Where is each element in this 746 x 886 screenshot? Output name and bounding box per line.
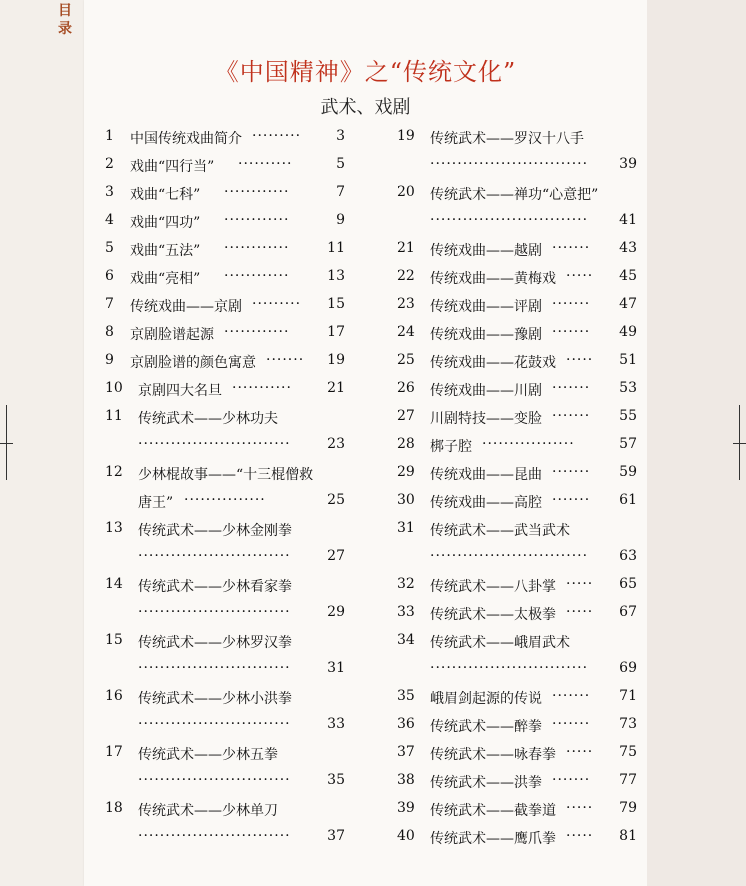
crop-mark-left-h: [0, 443, 13, 444]
toc-entry-number: 22: [397, 268, 415, 284]
toc-leader-dots: ····························: [138, 604, 291, 620]
toc-entry[interactable]: [84, 738, 647, 766]
toc-entry-page: 73: [619, 716, 637, 732]
toc-entry-number: 37: [397, 744, 415, 760]
toc-side-tab[interactable]: [54, 0, 84, 40]
toc-entry-page: 15: [327, 296, 345, 312]
toc-entry-number: 28: [397, 436, 415, 452]
toc-entry-number: 31: [397, 520, 415, 536]
toc-entry-title: 川剧特技——变脸: [430, 411, 542, 427]
toc-entry-title: 传统戏曲——花鼓戏: [430, 355, 556, 371]
toc-entry-page: 59: [619, 464, 637, 480]
toc-leader-dots: ····························: [138, 548, 291, 564]
toc-entry-title: 传统武术——截拳道: [430, 803, 556, 819]
toc-leader-dots: ·················: [482, 436, 575, 452]
toc-entry-title: 戏曲“五法”: [130, 243, 201, 259]
toc-leader-dots: ·····························: [430, 548, 589, 564]
toc-entry-number: 4: [105, 212, 114, 228]
toc-entry-title: 传统戏曲——越剧: [430, 243, 542, 259]
toc-entry-title: 传统武术——洪拳: [430, 775, 542, 791]
toc-entry-page: 65: [619, 576, 637, 592]
toc-entry-title: 传统戏曲——京剧: [130, 299, 242, 315]
toc-leader-dots: ·····························: [430, 156, 589, 172]
toc-entry-number: 40: [397, 828, 415, 844]
toc-entry-page: 9: [336, 212, 345, 228]
toc-entry-page: 27: [327, 548, 345, 564]
toc-leader-dots: ·······: [552, 296, 591, 312]
toc-leader-dots: ·····: [566, 828, 594, 844]
toc-entry-title: 京剧四大名旦: [138, 383, 222, 399]
toc-leader-dots: ·········: [252, 128, 302, 144]
toc-entry-title: 传统戏曲——昆曲: [430, 467, 542, 483]
toc-entry-number: 27: [397, 408, 415, 424]
toc-entry[interactable]: [84, 290, 647, 318]
toc-entry[interactable]: [84, 402, 647, 430]
toc-entry-number: 34: [397, 632, 415, 648]
toc-entry-title: 传统戏曲——高腔: [430, 495, 542, 511]
toc-entry-title: 传统武术——少林功夫: [138, 411, 278, 427]
toc-entry-number: 3: [105, 184, 114, 200]
toc-entry-page: 61: [619, 492, 637, 508]
toc-entry-title: 传统武术——鹰爪拳: [430, 831, 556, 847]
toc-entry-title: 传统戏曲——黄梅戏: [430, 271, 556, 287]
toc-entry-page: 37: [327, 828, 345, 844]
toc-leader-dots: ····························: [138, 660, 291, 676]
toc-entry-number: 5: [105, 240, 114, 256]
toc-leader-dots: ·····: [566, 800, 594, 816]
toc-entry-title: 传统戏曲——川剧: [430, 383, 542, 399]
toc-leader-dots: ···········: [232, 380, 292, 396]
toc-entry-number: 12: [105, 464, 123, 480]
toc-entry-title: 京剧脸谱起源: [130, 327, 214, 343]
toc-leader-dots: ············: [224, 324, 290, 340]
toc-leader-dots: ··········: [238, 156, 293, 172]
toc-entry-page: 31: [327, 660, 345, 676]
toc-entry-page: 11: [327, 240, 345, 256]
toc-entry-page: 79: [619, 800, 637, 816]
toc-entry-page: 47: [619, 296, 637, 312]
toc-entry-title: 戏曲“七科”: [130, 187, 201, 203]
toc-entry-title: 戏曲“四行当”: [130, 159, 215, 175]
toc-leader-dots: ·······: [552, 492, 591, 508]
toc-entry-page: 21: [327, 380, 345, 396]
toc-entry-number: 16: [105, 688, 123, 704]
toc-leader-dots: ············: [224, 240, 290, 256]
toc-entry-title: 传统戏曲——评剧: [430, 299, 542, 315]
toc-entry[interactable]: [84, 766, 647, 794]
toc-entry-number: 6: [105, 268, 114, 284]
toc-entry-number: 38: [397, 772, 415, 788]
toc-entry-page: 45: [619, 268, 637, 284]
toc-leader-dots: ·····: [566, 576, 594, 592]
toc-entry-page: 7: [336, 184, 345, 200]
toc-entry-title: 传统武术——醉拳: [430, 719, 542, 735]
toc-entry-number: 30: [397, 492, 415, 508]
toc-entry-page: 43: [619, 240, 637, 256]
toc-leader-dots: ············: [224, 184, 290, 200]
toc-entry-title: 中国传统戏曲简介: [130, 131, 242, 147]
toc-entry[interactable]: [84, 234, 647, 262]
toc-entry-number: 21: [397, 240, 415, 256]
toc-leader-dots: ············: [224, 212, 290, 228]
toc-entry-title: 传统武术——少林五拳: [138, 747, 278, 763]
toc-entry-title: 传统武术——八卦掌: [430, 579, 556, 595]
toc-entry-number: 29: [397, 464, 415, 480]
toc-entry-page: 23: [327, 436, 345, 452]
toc-entry-number: 14: [105, 576, 123, 592]
toc-entry-title: 传统戏曲——豫剧: [430, 327, 542, 343]
toc-entry-page: 57: [619, 436, 637, 452]
side-tab-char-2: 录: [58, 21, 72, 37]
toc-entry-title: 传统武术——咏春拳: [430, 747, 556, 763]
toc-entry-number: 2: [105, 156, 114, 172]
toc-entry-page: 35: [327, 772, 345, 788]
toc-entry[interactable]: [84, 626, 647, 682]
toc-leader-dots: ·······: [552, 380, 591, 396]
toc-entry-number: 23: [397, 296, 415, 312]
page-subtitle: 武术、戏剧: [320, 97, 411, 118]
toc-entry-number: 13: [105, 520, 123, 536]
toc-entry-page: 3: [336, 128, 345, 144]
toc-entry-title: 传统武术——少林看家拳: [138, 579, 292, 595]
toc-leader-dots: ·······: [552, 688, 591, 704]
toc-entry-number: 7: [105, 296, 114, 312]
toc-entry-number: 26: [397, 380, 415, 396]
toc-entry[interactable]: [84, 346, 647, 374]
toc-entry[interactable]: [84, 598, 647, 626]
toc-leader-dots: ·······: [552, 716, 591, 732]
toc-entry-page: 29: [327, 604, 345, 620]
toc-entry-page: 33: [327, 716, 345, 732]
toc-leader-dots: ·····························: [430, 212, 589, 228]
toc-leader-dots: ·······: [266, 352, 305, 368]
toc-entry-title: 传统武术——少林金刚拳: [138, 523, 292, 539]
toc-entry-page: 51: [619, 352, 637, 368]
toc-entry-number: 36: [397, 716, 415, 732]
toc-leader-dots: ·······: [552, 240, 591, 256]
toc-entry-title: 传统武术——罗汉十八手: [430, 131, 584, 147]
toc-entry[interactable]: [84, 458, 647, 486]
toc-entry-title: 少林棍故事——“十三棍僧救: [138, 467, 314, 483]
toc-entry[interactable]: [84, 822, 647, 850]
toc-entry[interactable]: [84, 122, 647, 178]
toc-leader-dots: ····························: [138, 828, 291, 844]
toc-entry-page: 25: [327, 492, 345, 508]
toc-entry-number: 17: [105, 744, 123, 760]
toc-leader-dots: ·····························: [430, 660, 589, 676]
toc-entry[interactable]: [84, 710, 647, 738]
toc-entry-title: 传统武术——少林罗汉拳: [138, 635, 292, 651]
toc-entry-title: 传统武术——武当武术: [430, 523, 570, 539]
toc-entry-title-cont: 唐王”: [138, 495, 174, 511]
toc-entry[interactable]: [84, 682, 647, 710]
toc-entry-page: 63: [619, 548, 637, 564]
toc-entry-page: 41: [619, 212, 637, 228]
toc-entry-number: 8: [105, 324, 114, 340]
toc-entry-page: 39: [619, 156, 637, 172]
toc-leader-dots: ·······: [552, 408, 591, 424]
toc-entry-number: 10: [105, 380, 123, 396]
toc-entry-number: 32: [397, 576, 415, 592]
toc-entry-number: 19: [397, 128, 415, 144]
toc-leader-dots: ····························: [138, 716, 291, 732]
toc-entry-page: 53: [619, 380, 637, 396]
toc-entry-page: 75: [619, 744, 637, 760]
toc-entry-page: 55: [619, 408, 637, 424]
toc-entry-number: 11: [105, 408, 123, 424]
toc-entry-page: 49: [619, 324, 637, 340]
toc-leader-dots: ·····: [566, 352, 594, 368]
right-margin: [647, 0, 746, 886]
page-title: 《中国精神》之“传统文化”: [214, 58, 517, 86]
toc-entry-page: 81: [619, 828, 637, 844]
toc-entry-page: 19: [327, 352, 345, 368]
toc-entry-number: 39: [397, 800, 415, 816]
toc-entry[interactable]: [84, 178, 647, 234]
toc-entry[interactable]: [84, 318, 647, 346]
toc-entry[interactable]: [84, 430, 647, 458]
toc-entry-number: 1: [105, 128, 114, 144]
toc-entry-page: 71: [619, 688, 637, 704]
toc-entry-title: 京剧脸谱的颜色寓意: [130, 355, 256, 371]
toc-entry[interactable]: [84, 514, 647, 570]
toc-leader-dots: ·····: [566, 604, 594, 620]
toc-entry[interactable]: [84, 374, 647, 402]
toc-leader-dots: ·······: [552, 464, 591, 480]
toc-entry-title: 传统武术——少林单刀: [138, 803, 278, 819]
toc-leader-dots: ·······: [552, 772, 591, 788]
toc-leader-dots: ·········: [252, 296, 302, 312]
toc-entry-title: 传统武术——峨眉武术: [430, 635, 570, 651]
toc-leader-dots: ············: [224, 268, 290, 284]
toc-entry[interactable]: [84, 794, 647, 822]
side-tab-char-1: 目: [58, 3, 72, 19]
toc-entry-number: 25: [397, 352, 415, 368]
toc-entry-page: 77: [619, 772, 637, 788]
toc-entry-number: 9: [105, 352, 114, 368]
toc-entry-number: 35: [397, 688, 415, 704]
toc-entry-title: 戏曲“四功”: [130, 215, 201, 231]
toc-entry-title: 传统武术——太极拳: [430, 607, 556, 623]
toc-entry-number: 20: [397, 184, 415, 200]
toc-entry-title: 传统武术——禅功“心意把”: [430, 187, 599, 203]
toc-leader-dots: ····························: [138, 436, 291, 452]
toc-entry-title: 峨眉剑起源的传说: [430, 691, 542, 707]
crop-mark-right-h: [733, 443, 746, 444]
toc-leader-dots: ·······: [552, 324, 591, 340]
toc-entry[interactable]: [84, 262, 647, 290]
toc-leader-dots: ····························: [138, 772, 291, 788]
toc-entry[interactable]: [84, 570, 647, 598]
toc-entry-page: 13: [327, 268, 345, 284]
toc-entry-number: 24: [397, 324, 415, 340]
toc-leader-dots: ·····: [566, 744, 594, 760]
toc-entry-title: 梆子腔: [430, 439, 472, 455]
toc-entry-page: 17: [327, 324, 345, 340]
toc-entry-title: 戏曲“亮相”: [130, 271, 201, 287]
toc-entry-title: 传统武术——少林小洪拳: [138, 691, 292, 707]
toc-entry-page: 67: [619, 604, 637, 620]
toc-page: [84, 0, 647, 886]
toc-leader-dots: ·····: [566, 268, 594, 284]
toc-entry-page: 5: [336, 156, 345, 172]
toc-entry-page: 69: [619, 660, 637, 676]
toc-entry-number: 33: [397, 604, 415, 620]
toc-leader-dots: ···············: [184, 492, 266, 508]
toc-entry-number: 15: [105, 632, 123, 648]
toc-entry-number: 18: [105, 800, 123, 816]
toc-entry[interactable]: [84, 486, 647, 514]
